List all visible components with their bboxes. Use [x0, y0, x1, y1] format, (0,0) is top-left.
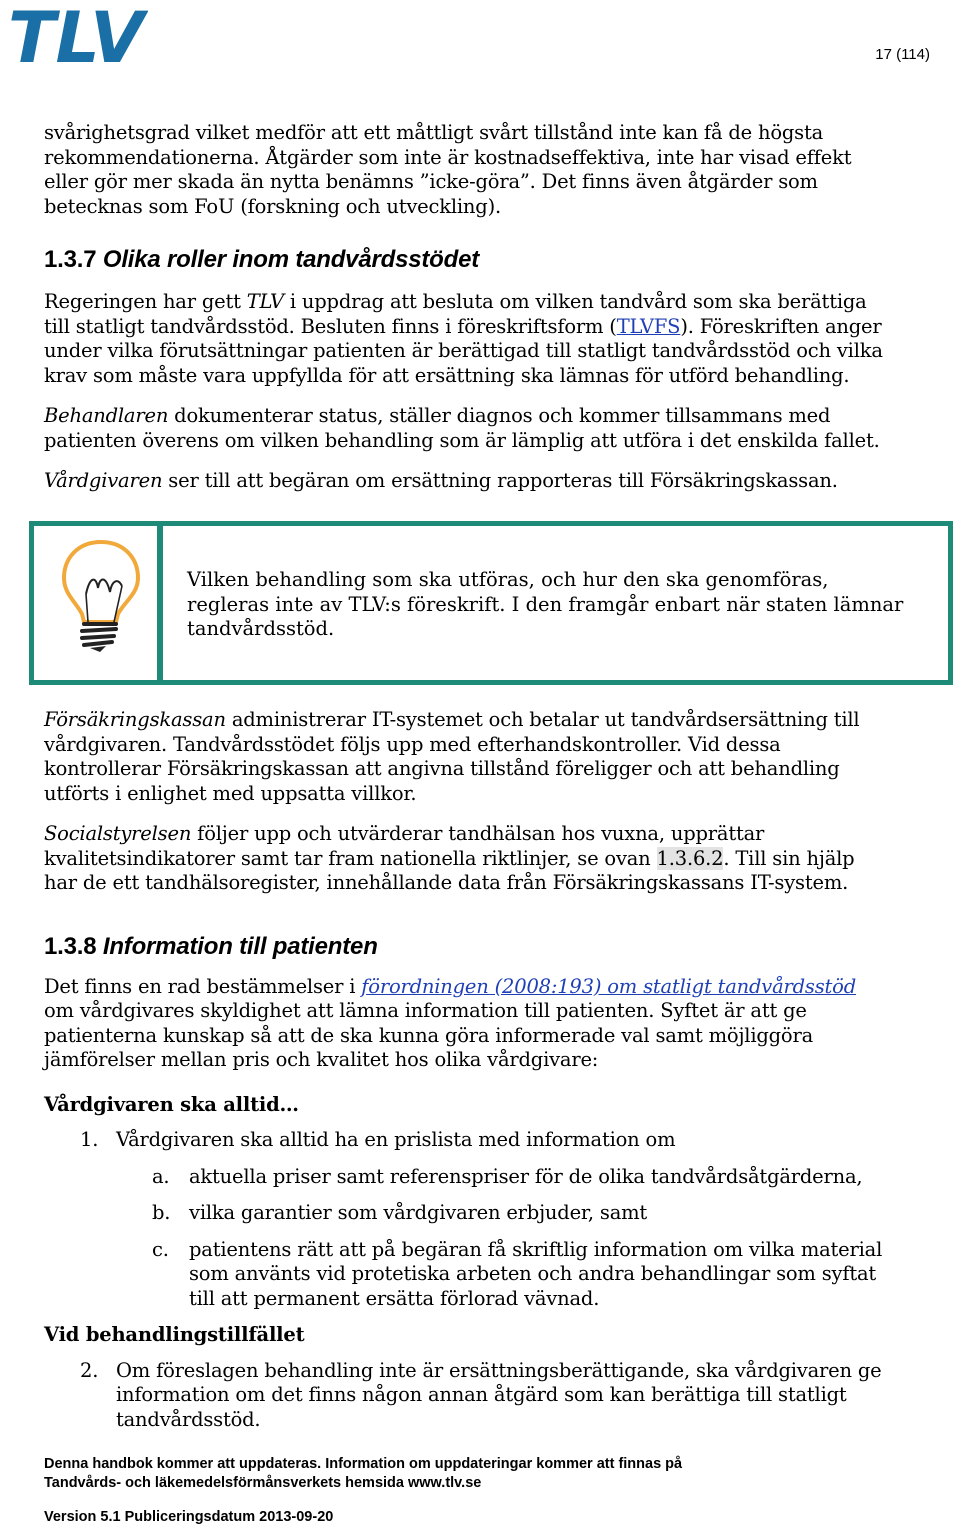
subheading-vid-behandlingstillfallet: Vid behandlingstillfället — [44, 1323, 305, 1346]
paragraph-forsakringskassan — [44, 708, 890, 806]
term-socialstyrelsen: Socialstyrelsen — [44, 822, 192, 845]
callout-divider — [157, 526, 163, 680]
intro-paragraph: svårighetsgrad vilket medför att ett måttligt svårt tillstånd inte kan få de högsta rekommendationerna. Åtgärder som inte är kostnadseffektiva, inte har visad effekt eller gör mer skada än nytta benämns ”icke-göra”. Det finns även åtgärder som betecknas som FoU (forskning och utveckling). — [44, 121, 852, 218]
lightbulb-icon — [56, 536, 146, 660]
text-run: dokumenterar status, ställer diagnos och kommer tillsammans med patienten överens om vilken behandling som är lämplig att utföra i det enskilda fallet. — [44, 404, 880, 452]
sub-item-c — [44, 1238, 890, 1312]
list-item-text: Om föreslagen behandling inte är ersättningsberättigande, ska vårdgivaren ge information om det finns någon annan åtgärd som kan berättiga till statligt tandvårdsstöd. — [116, 1358, 882, 1431]
sub-item-text: vilka garantier som vårdgivaren erbjuder, samt — [189, 1201, 648, 1224]
section-title: Information till patienten — [102, 932, 378, 960]
paragraph-socialstyrelsen — [44, 822, 890, 896]
section-number: 1.3.8 — [44, 932, 97, 960]
list-item-2 — [44, 1359, 890, 1433]
term-forsakringskassan: Försäkringskassan — [44, 708, 226, 731]
footer-notice — [44, 1455, 682, 1493]
logo-text: TLV — [8, 6, 148, 68]
list-item-text: Vårdgivaren ska alltid ha en prislista med information om — [116, 1128, 676, 1151]
paragraph-vardgivaren — [44, 469, 890, 494]
section-heading-1-3-7 — [44, 245, 890, 275]
footer-notice-line-2: Tandvårds- och läkemedelsförmånsverkets hemsida www.tlv.se — [44, 1475, 482, 1491]
section-title: Olika roller inom tandvårdsstödet — [102, 246, 480, 273]
subheading-vardgivaren-ska-alltid: Vårdgivaren ska alltid… — [44, 1092, 299, 1116]
section-heading-1-3-8 — [44, 932, 890, 962]
list-item-1 — [44, 1128, 890, 1153]
sub-item-a — [44, 1165, 890, 1190]
text-run: Regeringen har gett — [44, 290, 247, 313]
text-run: om vårdgivares skyldighet att lämna information till patienten. Syftet är att ge patienterna kunskap så att de ska kunna göra informerade val samt möjliggöra jämförelser mellan pris och kvalitet hos olika vårdgivare: — [44, 999, 814, 1071]
callout-text: Vilken behandling som ska utföras, och hur den ska genomföras, regleras inte av TLV:s föreskrift. I den framgår enbart när staten lämnar tandvårdsstöd. — [187, 568, 904, 640]
paragraph-regeringen — [44, 290, 890, 388]
text-run: följer upp och utvärderar tandhälsan hos vuxna, upprättar kvalitetsindikatorer samt tar fram nationella riktlinjer, se ovan — [44, 822, 765, 870]
sub-marker: c. — [152, 1237, 169, 1261]
main-content-lower — [44, 708, 890, 1432]
page-number: 17 (114) — [875, 46, 930, 63]
footer-version: Version 5.1 Publiceringsdatum 2013-09-20 — [44, 1509, 334, 1525]
text-run-italic: TLV — [246, 290, 284, 313]
text-run: i uppdrag att besluta om vilken tandvård som ska berättiga till statligt tandvårdsstöd. Besluten finns i föreskriftsform ( — [44, 290, 867, 338]
tlvfs-link[interactable]: TLVFS — [616, 314, 681, 338]
paragraph-bestammelser — [44, 975, 890, 1073]
term-vardgivaren: Vårdgivaren — [44, 469, 163, 492]
tlv-logo — [8, 6, 148, 72]
footer-notice-line-1: Denna handbok kommer att uppdateras. Information om uppdateringar kommer att finnas på — [44, 1456, 683, 1472]
text-run: ). Föreskriften anger under vilka förutsättningar patienten är berättigad till statligt tandvårdsstöd och vilka krav som måste vara uppfyllda för att ersättning ska lämnas för utförd behandling. — [44, 314, 883, 387]
section-number: 1.3.7 — [44, 246, 97, 273]
term-behandlaren: Behandlaren — [44, 404, 169, 427]
text-run: administrerar IT-systemet och betalar ut tandvårdsersättning till vårdgivaren. Tandvårdsstödet följs upp med efterhandskontroller. Vid dessa kontrollerar Försäkringskassan att angivna tillstånd föreligger och att behandling utförts i enlighet med uppsatta villkor. — [44, 708, 860, 805]
list-marker: 1. — [80, 1128, 99, 1151]
text-run: ser till att begäran om ersättning rapporteras till Försäkringskassan. — [162, 469, 838, 492]
forordning-link[interactable]: förordningen (2008:193) om statligt tandvårdsstöd — [361, 974, 856, 998]
sub-item-text: patientens rätt att på begäran få skriftlig information om vilka material som använts vid protetiska arbeten och andra behandlingar som syftat till att permanent ersätta förlorad vävnad. — [189, 1237, 883, 1310]
paragraph-behandlaren — [44, 404, 890, 453]
sub-item-b — [44, 1201, 890, 1226]
sub-marker: a. — [152, 1164, 170, 1188]
sub-marker: b. — [152, 1201, 171, 1224]
sub-item-text: aktuella priser samt referenspriser för de olika tandvårdsåtgärderna, — [189, 1164, 863, 1188]
section-reference-link[interactable]: 1.3.6.2 — [656, 846, 724, 870]
text-run: Det finns en rad bestämmelser i — [44, 974, 362, 998]
text-run: . Till sin hjälp har de ett tandhälsoregister, innehållande data från Försäkringskassans IT-system. — [44, 846, 855, 894]
list-marker: 2. — [80, 1358, 99, 1382]
main-content — [44, 121, 890, 494]
callout-box — [29, 521, 953, 685]
